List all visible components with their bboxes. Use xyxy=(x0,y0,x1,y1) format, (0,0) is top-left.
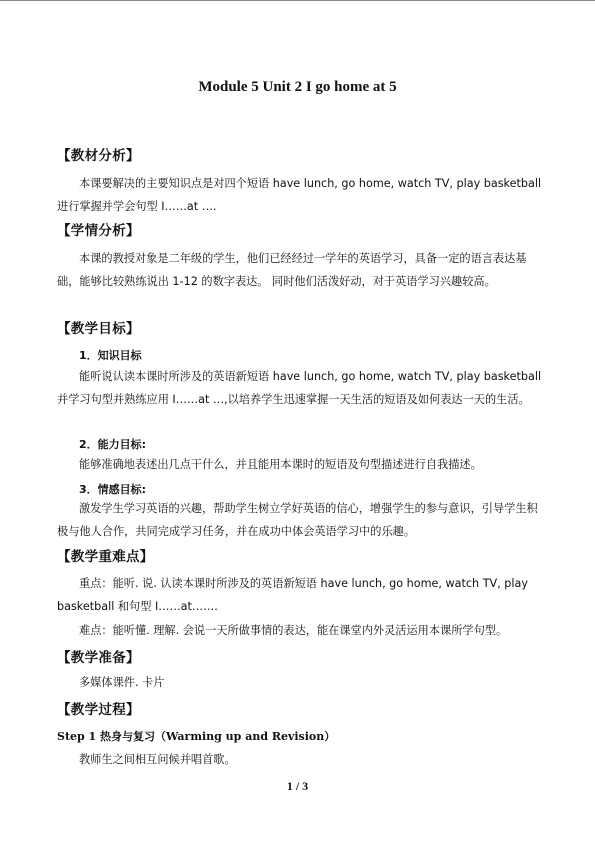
goal-ability-title: 2．能力目标: xyxy=(79,438,147,451)
step1-text: 教师生之间相互问候并唱首歌。 xyxy=(79,753,236,766)
heading-students: 【学情分析】 xyxy=(57,223,140,239)
goal-knowledge-text: 能听说认读本课时所涉及的英语新短语 have lunch, go home, watch TV, play basketball 并学习句型并熟练应用 I……at …,以培养学生迅速掌握一天生活的短语及如何表达一天的生活。 xyxy=(57,370,542,406)
document-title: Module 5 Unit 2 I go home at 5 xyxy=(198,79,397,95)
key-text: 重点：能听. 说. 认读本课时所涉及的英语新短语 have lunch, go home, watch TV, play basketball 和句型 I……at……. xyxy=(57,577,528,613)
goal-emotion-title: 3．情感目标: xyxy=(79,483,147,496)
preparation-text: 多媒体课件. 卡片 xyxy=(79,676,165,689)
heading-process: 【教学过程】 xyxy=(57,702,140,718)
page-number: 1 / 3 xyxy=(286,779,309,793)
header-rule xyxy=(0,0,595,1)
difficult-text: 难点：能听懂. 理解. 会说一天所做事情的表达，能在课堂内外灵活运用本课所学句型。 xyxy=(79,624,508,637)
heading-goals: 【教学目标】 xyxy=(57,321,140,337)
goal-emotion-text: 激发学生学习英语的兴趣，帮助学生树立学好英语的信心，增强学生的参与意识，引导学生积极与他人合作，共同完成学习任务，并在成功中体会英语学习中的乐趣。 xyxy=(57,502,538,538)
students-text: 本课的教授对象是二年级的学生，他们已经经过一学年的英语学习，具备一定的语言表达基础，能够比较熟练说出 1-12 的数字表达。 同时他们活泼好动，对于英语学习兴趣较高。 xyxy=(57,252,527,288)
analysis-text: 本课要解决的主要知识点是对四个短语 have lunch, go home, watch TV, play basketball 进行掌握并学会句型 I……at …. xyxy=(57,177,542,213)
heading-analysis: 【教材分析】 xyxy=(57,148,140,164)
heading-preparation: 【教学准备】 xyxy=(57,650,140,666)
goal-knowledge-title: 1．知识目标 xyxy=(79,349,142,362)
step1-title: Step 1 热身与复习（Warming up and Revision） xyxy=(57,730,336,743)
heading-keypoints: 【教学重难点】 xyxy=(57,549,154,565)
goal-ability-text: 能够准确地表述出几点干什么，并且能用本课时的短语及句型描述进行自我描述。 xyxy=(79,458,482,471)
